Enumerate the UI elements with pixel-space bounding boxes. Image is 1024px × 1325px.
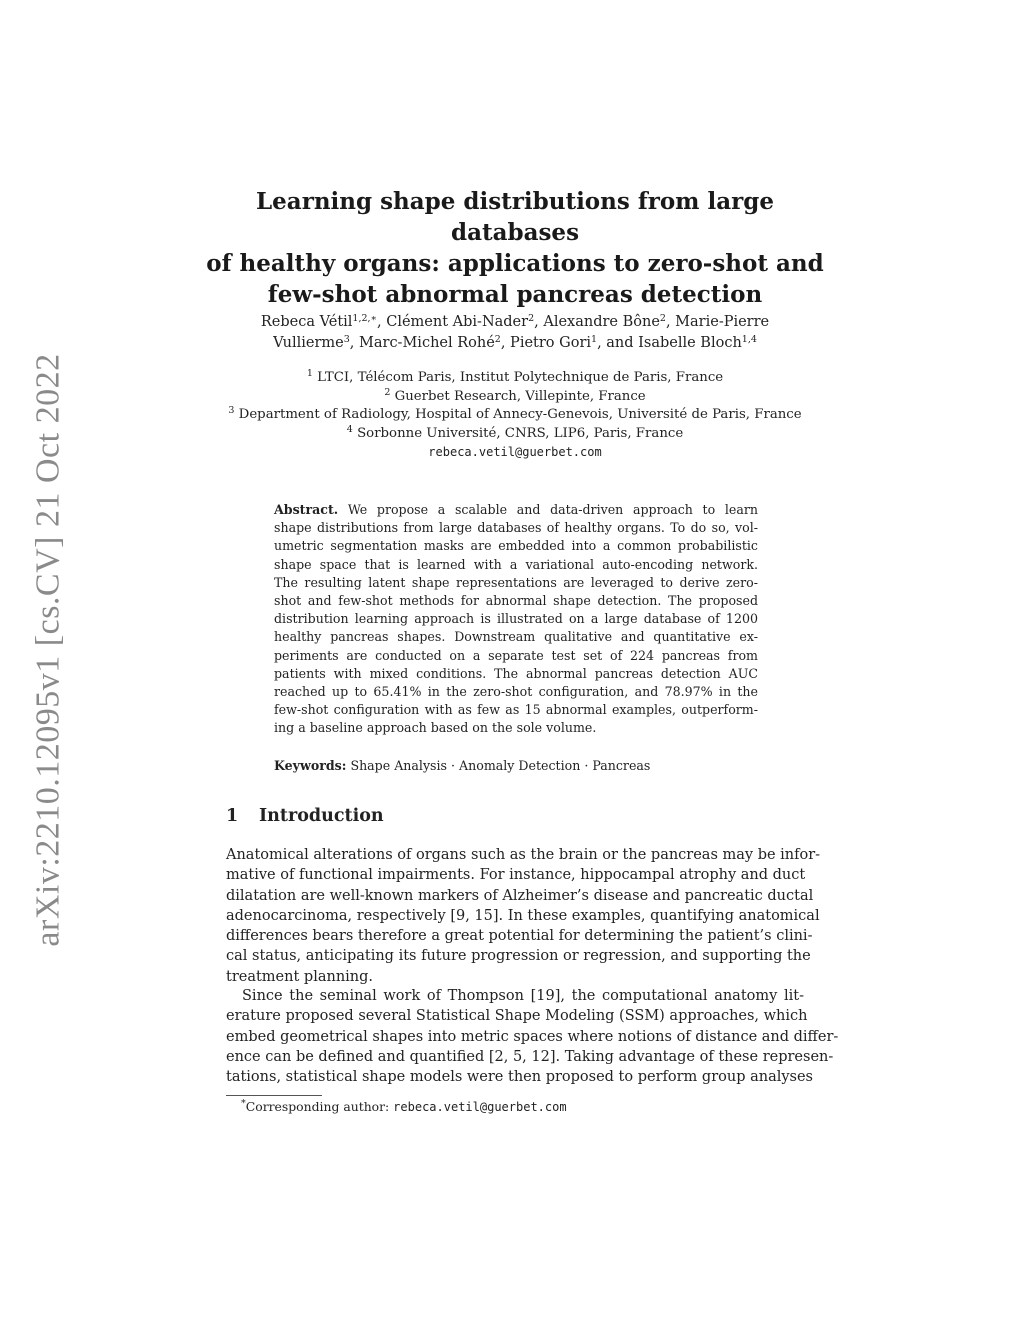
author-list (215, 312, 815, 354)
author-name: , Clément Abi-Nader (377, 314, 529, 330)
author-name: , and Isabelle Bloch (597, 335, 742, 351)
author-affil-mark: 2 (494, 334, 501, 345)
affiliation-number: 3 (228, 405, 235, 416)
footnote-email[interactable]: rebeca.vetil@guerbet.com (393, 1100, 567, 1114)
footnote-text: Corresponding author: (245, 1099, 394, 1114)
intro-paragraph-1 (226, 845, 821, 987)
paper-title (200, 186, 830, 310)
affiliations (200, 369, 830, 462)
text-line: dilatation are well-known markers of Alzheimer’s disease and pancreatic ductal (226, 887, 814, 904)
affiliation-3 (200, 406, 830, 425)
author-name: , Marie-Pierre (665, 314, 770, 330)
abstract-line: ing a baseline approach based on the sole volume. (274, 720, 597, 736)
abstract-line: distribution learning approach is illustrated on a large database of 1200 (274, 611, 758, 627)
contact-email[interactable]: rebeca.vetil@guerbet.com (428, 445, 602, 459)
text-line: differences bears therefore a great potential for determining the patient’s clini- (226, 928, 813, 945)
abstract-line: The resulting latent shape representations are leveraged to derive zero- (274, 574, 758, 590)
abstract (274, 501, 758, 738)
arxiv-sidebar-stamp (24, 355, 74, 945)
keywords (274, 757, 758, 775)
author-name: , Marc-Michel Rohé (349, 335, 495, 351)
text-line: cal status, anticipating its future progression or regression, and supporting the (226, 948, 811, 965)
title-line-2: of healthy organs: applications to zero-shot and (206, 250, 824, 277)
keyword: Pancreas (592, 758, 651, 773)
affiliation-text: Sorbonne Université, CNRS, LIP6, Paris, France (357, 425, 684, 441)
affiliation-number: 1 (306, 368, 313, 379)
affiliation-number: 4 (346, 423, 353, 435)
affiliation-2 (200, 388, 830, 407)
abstract-line: healthy pancreas shapes. Downstream qualitative and quantitative ex- (274, 629, 758, 645)
abstract-line: umetric segmentation masks are embedded into a common probabilistic (274, 538, 758, 554)
keyword: Shape Analysis (350, 758, 448, 773)
section-heading-introduction (226, 804, 384, 828)
text-line: Anatomical alterations of organs such as the brain or the pancreas may be infor- (226, 847, 821, 863)
text-line: embed geometrical shapes into metric spaces where notions of distance and differ- (226, 1028, 839, 1045)
arxiv-identifier: arXiv:2210.12095v1 [cs.CV] 21 Oct 2022 (30, 353, 67, 947)
section-number: 1 (226, 806, 239, 826)
author-name: , Pietro Gori (500, 335, 592, 351)
intro-paragraph-2 (226, 986, 839, 1087)
affiliation-text: LTCI, Télécom Paris, Institut Polytechnique de Paris, France (317, 370, 724, 385)
abstract-line: patients with mixed conditions. The abnormal pancreas detection AUC (274, 665, 758, 681)
abstract-label: Abstract. (274, 502, 339, 517)
author-name: , Alexandre Bône (534, 314, 660, 330)
affiliation-text: Guerbet Research, Villepinte, France (394, 388, 646, 404)
author-name: Vullierme (273, 335, 344, 351)
footnote-mark: * (241, 1098, 246, 1109)
keyword: Anomaly Detection (459, 758, 581, 773)
text-line: ence can be defined and quantified [2, 5, 12]. Taking advantage of these represen- (226, 1048, 834, 1065)
author-line-2 (215, 333, 815, 354)
keyword-separator: · (451, 758, 456, 773)
author-affil-mark: 1,2,∗ (352, 313, 378, 324)
footnote (241, 1098, 567, 1116)
affiliation-number: 2 (384, 386, 391, 398)
affiliation-4 (200, 425, 830, 444)
text-line: Since the seminal work of Thompson [19], the computational anatomy lit- (242, 988, 804, 1004)
author-name: Rebeca Vétil (260, 314, 353, 330)
abstract-line: few-shot configuration with as few as 15 abnormal examples, outperform- (274, 702, 758, 718)
author-affil-mark: 1,4 (741, 334, 757, 345)
section-title: Introduction (259, 806, 384, 826)
text-line: mative of functional impairments. For instance, hippocampal atrophy and duct (226, 867, 806, 884)
text-line: erature proposed several Statistical Shape Modeling (SSM) approaches, which (226, 1008, 808, 1025)
abstract-line: shape space that is learned with a variational auto-encoding network. (274, 556, 758, 572)
abstract-line: shape distributions from large databases of healthy organs. To do so, vol- (274, 520, 758, 536)
text-line: adenocarcinoma, respectively [9, 15]. In these examples, quantifying anatomical (226, 907, 820, 924)
author-affil-mark: 3 (343, 334, 350, 345)
abstract-line: reached up to 65.41% in the zero-shot configuration, and 78.97% in the (274, 684, 758, 700)
title-line-3: few-shot abnormal pancreas detection (267, 281, 763, 308)
text-line: treatment planning. (226, 968, 374, 985)
footnote-rule (226, 1095, 322, 1096)
abstract-line: shot and few-shot methods for abnormal shape detection. The proposed (274, 593, 758, 609)
author-affil-mark: 1 (591, 334, 598, 345)
author-line-1 (215, 312, 815, 333)
text-line: tations, statistical shape models were then proposed to perform group analyses (226, 1069, 814, 1086)
author-affil-mark: 2 (659, 313, 666, 324)
keywords-label: Keywords: (274, 758, 347, 773)
abstract-line: Abstract. We propose a scalable and data-driven approach to learn (274, 502, 758, 517)
author-affil-mark: 2 (528, 313, 535, 324)
affiliation-text: Department of Radiology, Hospital of Annecy-Genevois, Université de Paris, France (238, 407, 802, 422)
abstract-line: periments are conducted on a separate test set of 224 pancreas from (274, 647, 758, 663)
affiliation-1 (200, 369, 830, 388)
keyword-separator: · (584, 758, 589, 773)
title-line-1: Learning shape distributions from large databases (256, 188, 774, 246)
